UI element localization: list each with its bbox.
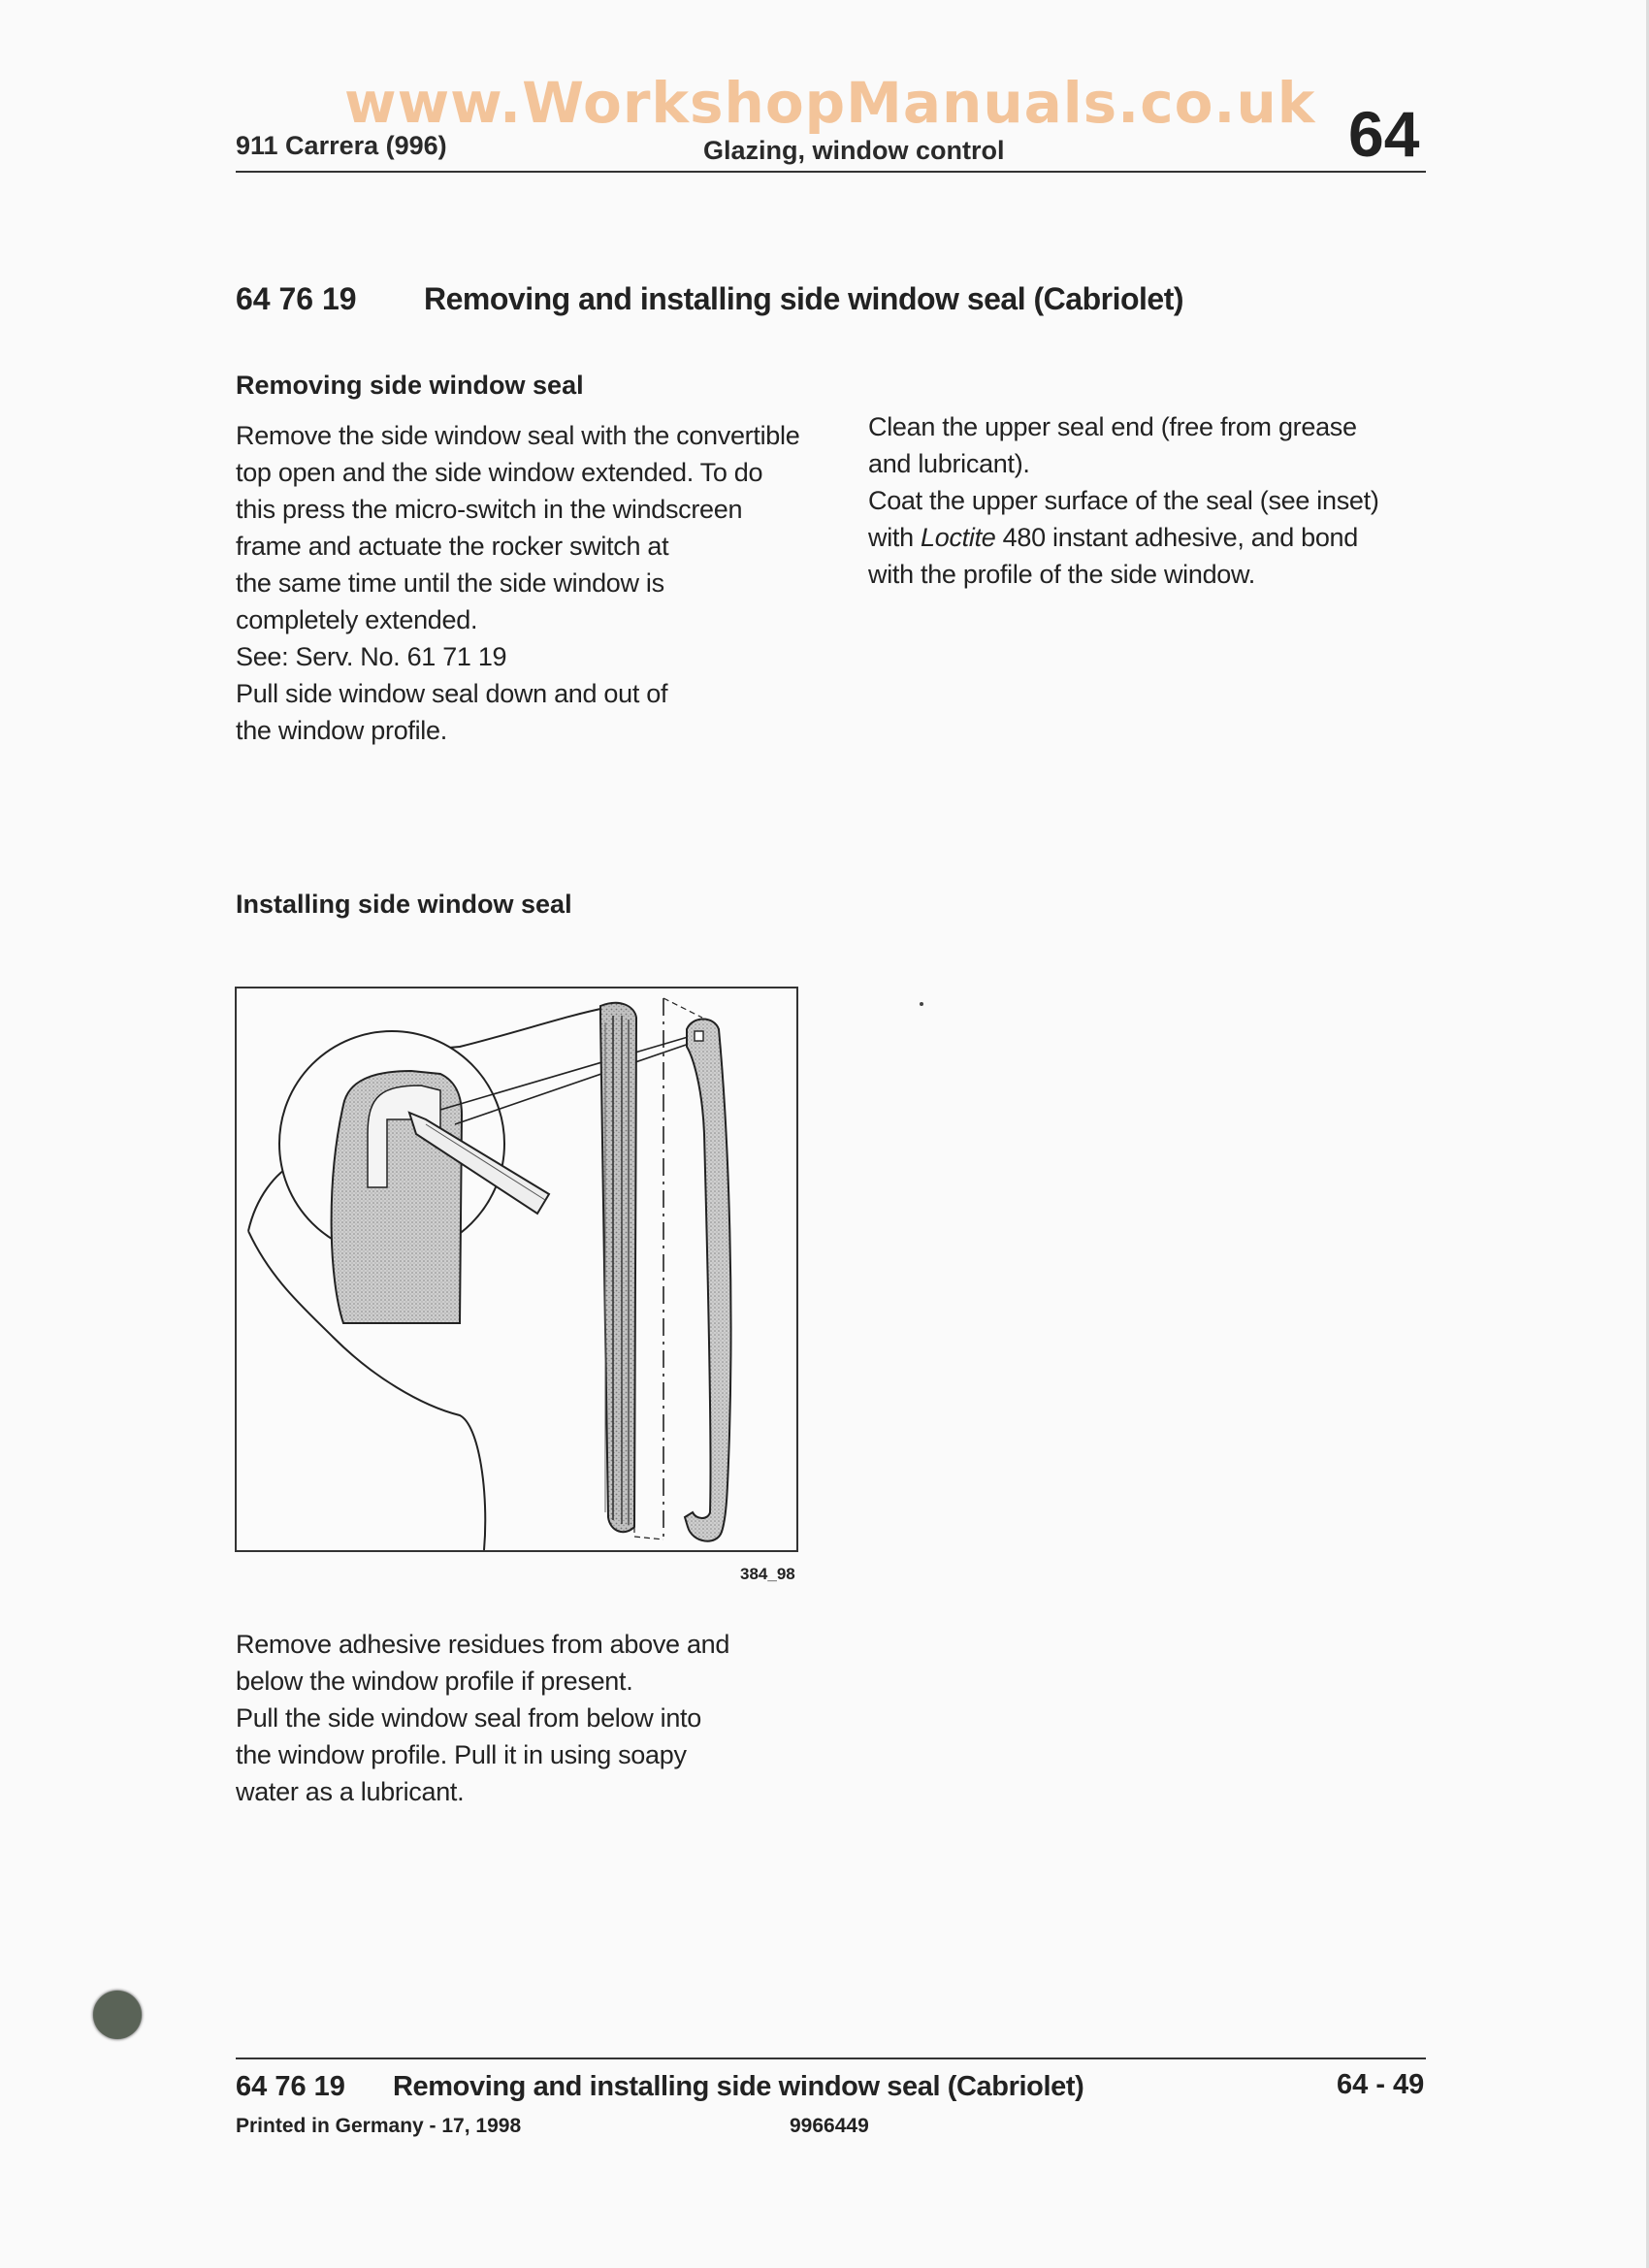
right-line-5: with the profile of the side window. <box>868 560 1255 589</box>
header-chapter-number: 64 <box>1348 98 1420 170</box>
seal-illustration <box>235 987 798 1552</box>
seal-drawing <box>237 988 796 1550</box>
right-line-4-pre: with <box>868 523 922 552</box>
right-line-1: Clean the upper seal end (free from grease <box>868 412 1357 441</box>
right-line-4 <box>868 519 1411 556</box>
right-column-text <box>868 408 1411 593</box>
window-profile <box>600 1003 636 1532</box>
right-line-4-post: 480 instant adhesive, and bond <box>995 523 1358 552</box>
installing-heading: Installing side window seal <box>236 890 572 919</box>
right-line-2: and lubricant). <box>868 449 1030 478</box>
header-rule <box>236 171 1426 173</box>
footer-section-number: 64 76 19 <box>236 2071 345 2102</box>
footer-code: 9966449 <box>790 2115 869 2137</box>
footer-printed: Printed in Germany - 17, 1998 <box>236 2115 522 2137</box>
figure-caption: 384_98 <box>740 1565 795 1583</box>
watermark: www.WorkshopManuals.co.uk <box>344 70 1316 136</box>
side-window-seal <box>685 1020 731 1541</box>
right-line-3: Coat the upper surface of the seal (see inset) <box>868 486 1379 515</box>
header-model: 911 Carrera (996) <box>236 131 447 160</box>
footer-rule <box>236 2057 1426 2059</box>
footer-page-number: 64 - 49 <box>1337 2069 1425 2100</box>
removing-heading: Removing side window seal <box>236 371 584 400</box>
header-chapter-title: Glazing, window control <box>703 136 1005 165</box>
punch-hole <box>93 1991 142 2039</box>
section-number: 64 76 19 <box>236 281 357 316</box>
section-title: Removing and installing side window seal (Cabriolet) <box>424 281 1183 316</box>
product-name: Loctite <box>921 523 996 552</box>
installing-text: Remove adhesive residues from above and below the window profile if present. Pull the side window seal from below into the window profile. Pull it in using soapy water as a lubricant. <box>236 1630 730 1806</box>
footer-section-title: Removing and installing side window seal (Cabriolet) <box>393 2071 1084 2102</box>
scan-speck <box>920 1002 923 1006</box>
removing-text: Remove the side window seal with the convertible top open and the side window extended. To do this press the micro-switch in the windscreen frame and actuate the rocker switch at the same time until the side window is completely extended. See: Serv. No. 61 71 19 Pull side window seal down and out of the window profile. <box>236 421 800 745</box>
